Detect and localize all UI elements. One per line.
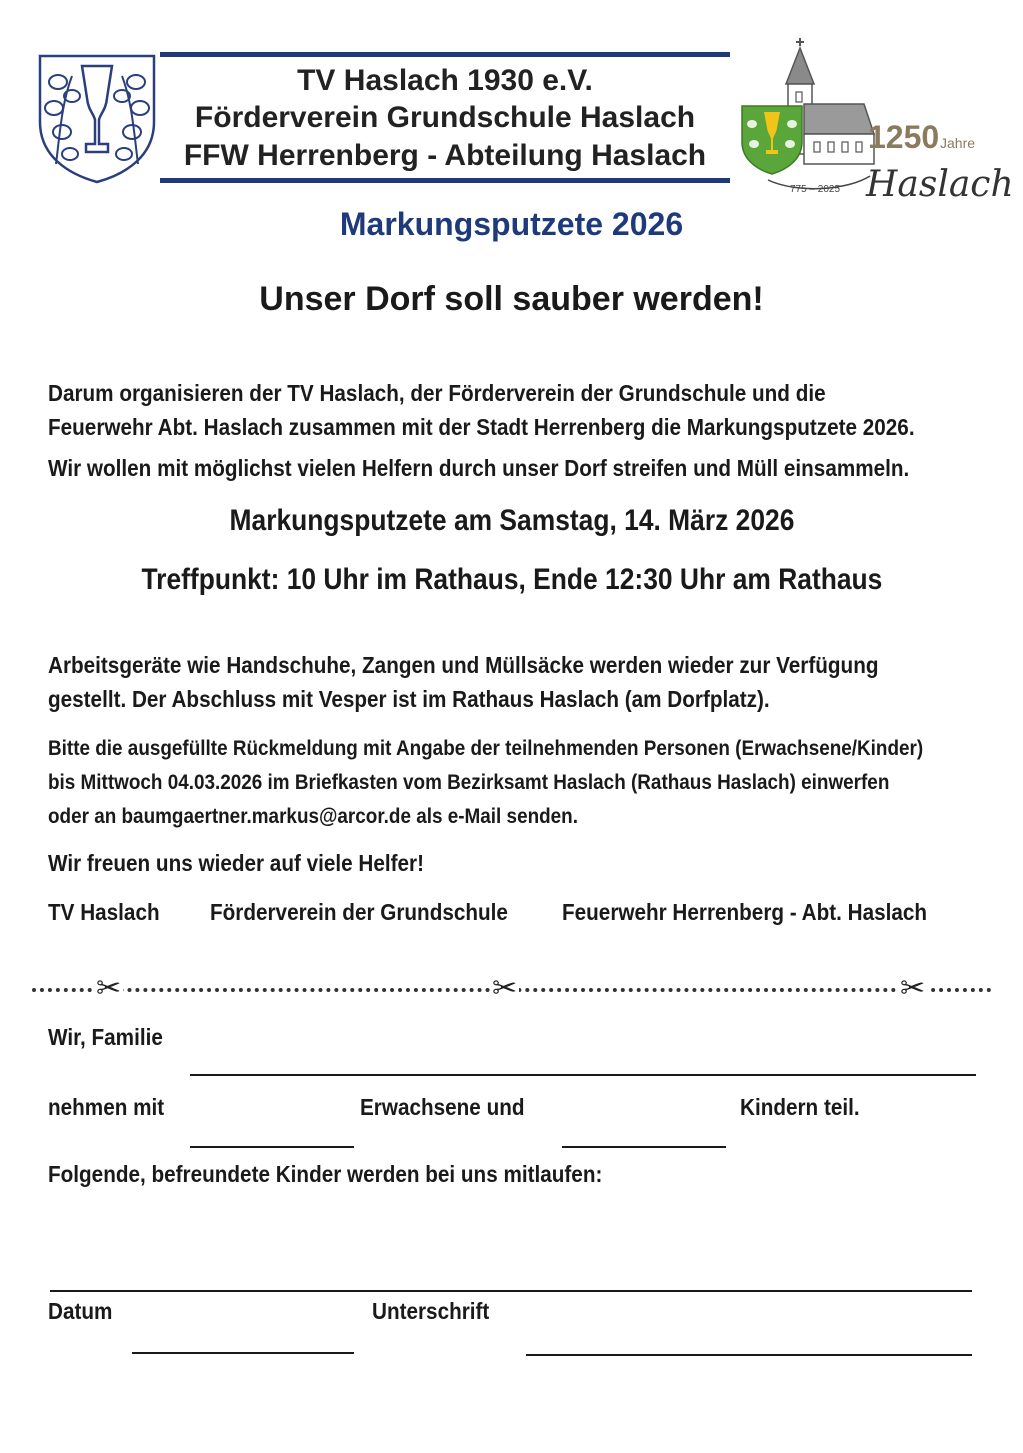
scissors-icon: ✂ xyxy=(900,972,926,1005)
header-line-3: FFW Herrenberg - Abteilung Haslach xyxy=(183,139,707,172)
form-familie-label: Wir, Familie xyxy=(48,1024,163,1050)
reply-line-2: bis Mittwoch 04.03.2026 im Briefkasten vom Bezirksamt Haslach (Rathaus Haslach) einwerfen xyxy=(48,771,890,794)
intro-line-1: Darum organisieren der TV Haslach, der Förderverein der Grundschule und die xyxy=(48,380,826,406)
children-count-field[interactable] xyxy=(562,1146,726,1148)
signature-foerderverein: Förderverein der Grundschule xyxy=(210,899,508,925)
intro-line-2: Feuerwehr Abt. Haslach zusammen mit der Stadt Herrenberg die Markungsputzete 2026. xyxy=(48,414,915,440)
date-field[interactable] xyxy=(132,1352,354,1354)
anniversary-logo xyxy=(738,34,1014,212)
signature-field[interactable] xyxy=(526,1354,972,1356)
anniversary-name: Haslach xyxy=(866,164,1014,205)
event-title: Markungsputzete 2026 xyxy=(339,206,684,242)
form-datum-label: Datum xyxy=(48,1298,113,1324)
meeting-point-line xyxy=(0,563,1023,597)
header-rule-bottom xyxy=(160,178,730,183)
header-rule-top xyxy=(160,52,730,57)
closing-text: Wir freuen uns wieder auf viele Helfer! xyxy=(48,850,424,876)
form-erwachsene-label: Erwachsene und xyxy=(360,1094,525,1120)
form-nehmen-label: nehmen mit xyxy=(48,1094,165,1120)
scissors-icon: ✂ xyxy=(96,972,122,1005)
familie-name-field[interactable] xyxy=(190,1074,976,1076)
header-line-2: Förderverein Grundschule Haslach xyxy=(194,101,696,134)
form-befreundete-label: Folgende, befreundete Kinder werden bei uns mitlaufen: xyxy=(48,1161,603,1187)
adults-count-field[interactable] xyxy=(190,1146,354,1148)
form-unterschrift-label: Unterschrift xyxy=(372,1298,490,1324)
intro-line-3: Wir wollen mit möglichst vielen Helfern durch unser Dorf streifen und Müll einsammeln. xyxy=(48,455,910,481)
form-kindern-label: Kindern teil. xyxy=(740,1094,860,1120)
main-headline: Unser Dorf soll sauber werden! xyxy=(259,280,764,318)
header-line-1: TV Haslach 1930 e.V. xyxy=(297,64,593,97)
meeting-point-text: Treffpunkt: 10 Uhr im Rathaus, Ende 12:30 Uhr am Rathaus xyxy=(141,563,882,596)
event-date-text: Markungsputzete am Samstag, 14. März 2026 xyxy=(229,504,794,537)
reply-line-1: Bitte die ausgefüllte Rückmeldung mit Angabe der teilnehmenden Personen (Erwachsene/Kinder) xyxy=(48,737,924,760)
event-date-line xyxy=(0,504,1023,538)
anniversary-years: 775 – 2025 xyxy=(790,184,841,195)
friends-children-field[interactable] xyxy=(50,1290,972,1292)
signature-feuerwehr: Feuerwehr Herrenberg - Abt. Haslach xyxy=(562,899,928,925)
signature-tv: TV Haslach xyxy=(48,899,160,925)
anniversary-jahre: Jahre xyxy=(940,135,976,151)
anniversary-number: 1250 xyxy=(868,119,940,155)
reply-line-3: oder an baumgaertner.markus@arcor.de als e-Mail senden. xyxy=(48,805,578,828)
haslach-coat-of-arms xyxy=(36,52,158,184)
tools-line-2: gestellt. Der Abschluss mit Vesper ist im Rathaus Haslach (am Dorfplatz). xyxy=(48,686,770,712)
scissors-icon: ✂ xyxy=(492,972,518,1005)
tools-line-1: Arbeitsgeräte wie Handschuhe, Zangen und Müllsäcke werden wieder zur Verfügung xyxy=(48,652,879,678)
